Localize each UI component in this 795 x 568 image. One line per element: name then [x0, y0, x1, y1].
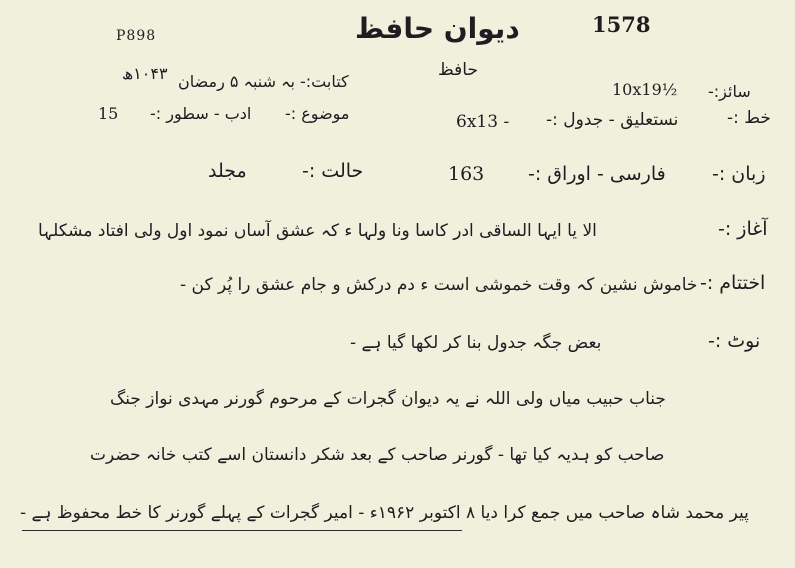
script-dimensions: 6x13 -: [456, 112, 510, 132]
subject-value: ادب - سطور :-: [150, 104, 252, 123]
ending-label: اختتام :-: [700, 272, 766, 294]
size-label: سائز:-: [708, 82, 751, 101]
manuscript-title: دیوان حافظ: [355, 12, 520, 45]
opening-text: الا یا ایہا الساقی ادر کاسا ونا ولہا ء کہ عشق آساں نمود اول ولی افتاد مشکلہا: [38, 221, 597, 241]
shelf-mark: P898: [116, 28, 157, 44]
folios-count: 163: [448, 163, 485, 185]
calligraphy-year: ۱۰۴۳ھ: [122, 64, 168, 83]
catalog-number: 1578: [592, 12, 651, 37]
script-value: نستعلیق - جدول :-: [546, 110, 679, 130]
language-value: فارسی - اوراق :-: [528, 163, 666, 185]
condition-value: مجلد: [208, 160, 247, 182]
provenance-underline: [22, 530, 462, 531]
ending-text: خاموش نشین کہ وقت خموشی است ء دم درکش و جام عشق را پُر کن -: [180, 275, 698, 295]
opening-label: آغاز :-: [718, 218, 768, 240]
provenance-line-3: پیر محمد شاہ صاحب میں جمع کرا دیا ۸ اکتوبر ۱۹۶۲ء - امیر گجرات کے پہلے گورنر کا خط محفوظ ہے -: [20, 503, 749, 523]
script-label: خط :-: [727, 108, 771, 128]
author-name: حافظ: [438, 60, 478, 80]
lines-count: 15: [98, 104, 119, 123]
size-value: 10x19½: [612, 80, 678, 99]
provenance-line-1: جناب حبیب میاں ولی اللہ نے یہ دیوان گجرات کے مرحوم گورنر مہدی نواز جنگ: [110, 389, 666, 409]
note-text: بعض جگہ جدول بنا کر لکھا گیا ہے -: [350, 333, 602, 353]
note-label: نوٹ :-: [708, 330, 761, 352]
language-label: زبان :-: [712, 163, 766, 185]
subject-label: موضوع :-: [285, 104, 350, 123]
calligraphy-date: کتابت:- بہ شنبہ ۵ رمضان: [178, 72, 349, 91]
condition-label: حالت :-: [302, 160, 364, 182]
provenance-line-2: صاحب کو ہدیہ کیا تھا - گورنر صاحب کے بعد شکر دانستان اسے کتب خانہ حضرت: [90, 445, 665, 465]
